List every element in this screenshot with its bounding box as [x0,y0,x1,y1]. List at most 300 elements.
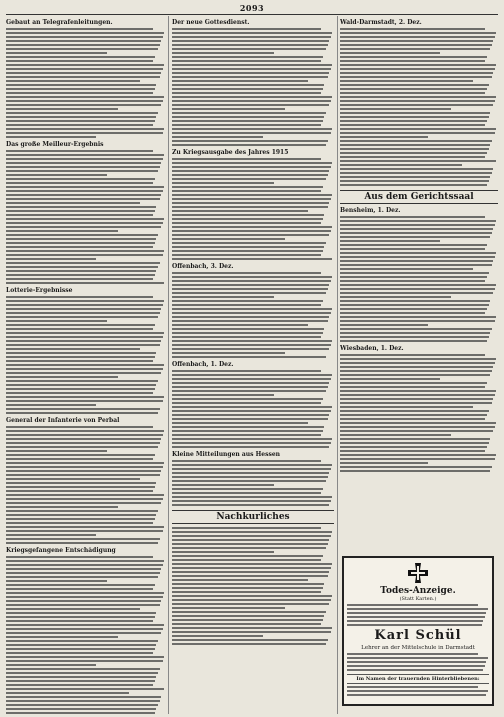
text-line [6,612,156,614]
text-line [172,631,331,633]
text-line [347,620,483,622]
text-line [6,170,158,172]
text-line [172,162,332,164]
text-line [340,446,487,448]
text-line [6,408,160,410]
text-line [172,72,329,74]
text-line [340,438,490,440]
text-line [172,276,332,278]
text-line [172,128,332,130]
text-line [340,264,492,266]
text-line [172,579,308,581]
text-line [6,580,107,582]
text-line [6,506,118,508]
text-line [6,588,153,590]
text-line [6,530,163,532]
text-line [172,575,328,577]
text-line [172,68,331,70]
notice-text [347,653,489,671]
text-line [172,603,329,605]
text-line [172,551,274,553]
text-line [172,402,321,404]
text-line [6,254,163,256]
text-line [6,274,155,276]
text-line [6,584,155,586]
text-line [172,60,321,62]
headline: Kriegsgefangene Entschädigung [6,547,116,554]
text-line [340,422,496,424]
headline: Der neue Gottesdienst. [172,19,250,26]
headline: General der Infanterie von Perbal [6,417,120,424]
text-line [172,296,274,298]
text-line [172,206,328,208]
text-line [6,32,164,34]
text-line [172,96,332,98]
text-line [6,482,156,484]
text-line [6,450,107,452]
text-line [6,162,161,164]
text-line [340,414,487,416]
page-number: 2093 [239,3,265,13]
text-line [6,636,118,638]
text-line [172,356,326,358]
text-line [347,604,478,606]
text-line [6,238,156,240]
text-line [172,166,331,168]
text-line [6,120,155,122]
text-line [172,194,332,196]
text-line [340,120,487,122]
text-line [347,657,488,659]
text-line [172,500,331,502]
text-line [6,76,160,78]
text-line [340,462,428,464]
text-line [340,248,485,250]
text-line [172,158,321,160]
text-line [172,76,328,78]
text-line [6,182,153,184]
text-line [6,608,140,610]
text-line [340,256,495,258]
text-line [6,128,164,130]
text-line [172,214,324,216]
text-line [172,32,332,34]
headline: Bensheim, 1. Dez. [340,207,401,214]
text-line [172,300,323,302]
text-line [172,468,331,470]
text-line [6,44,160,46]
text-line [6,104,161,106]
text-line [347,653,478,655]
text-line [172,414,329,416]
text-line [340,418,485,420]
text-line [172,340,332,342]
text-line [172,132,331,134]
text-line [6,600,161,602]
text-line [6,158,163,160]
text-line [340,454,496,456]
text-line [172,52,274,54]
text-line [6,510,158,512]
text-line [340,220,496,222]
text-line [6,458,153,460]
text-line [6,234,158,236]
text-line [340,164,462,166]
text-line [172,174,328,176]
text-line [340,236,490,238]
text-line [340,124,485,126]
text-line [172,559,321,561]
text-line [6,136,96,138]
article-text [172,272,334,358]
text-line [172,543,328,545]
text-line [6,100,163,102]
iron-cross-icon [407,562,429,584]
text-line [340,336,489,338]
text-line [172,238,285,240]
text-line [6,396,164,398]
notice-text [347,604,489,626]
text-line [347,616,485,618]
text-line [340,60,485,62]
column-1 [6,16,166,714]
text-line [340,382,487,384]
headline: Zu Kriegsausgabe des Jahres 1915 [172,149,289,156]
text-line [6,656,164,658]
text-line [340,52,440,54]
text-line [6,206,156,208]
text-line [340,128,496,130]
text-line [340,296,451,298]
text-line [6,112,158,114]
text-line [6,368,163,370]
text-line [172,292,326,294]
text-line [172,324,308,326]
column-divider [168,16,169,714]
text-line [172,48,326,50]
text-line [6,80,140,82]
text-line [6,392,153,394]
text-line [172,390,326,392]
text-line [340,36,495,38]
text-line [6,466,163,468]
text-line [172,442,331,444]
text-line [340,434,451,436]
text-line [6,664,96,666]
text-line [6,96,164,98]
text-line [172,312,331,314]
text-line [172,464,332,466]
text-line [6,518,155,520]
text-line [172,611,326,613]
text-line [340,308,487,310]
text-line [172,496,332,498]
text-line [172,140,328,142]
text-line [340,116,489,118]
headline: Lotterie-Ergebnisse [6,287,73,294]
text-line [340,172,492,174]
text-line [172,316,329,318]
text-line [6,672,158,674]
text-line [6,708,156,710]
text-line [6,356,155,358]
text-line [6,174,107,176]
column-3 [340,16,498,714]
text-line [172,210,308,212]
article-text [6,556,166,714]
text-line [347,612,486,614]
text-line [172,480,326,482]
text-line [340,316,496,318]
text-line [172,547,326,549]
text-line [340,160,496,162]
text-line [172,352,285,354]
text-line [6,226,161,228]
text-line [6,592,164,594]
text-line [6,154,164,156]
text-line [340,76,492,78]
text-line [340,284,496,286]
text-line [6,72,161,74]
text-line [172,344,331,346]
text-line [172,254,321,256]
text-line [6,84,156,86]
text-line [172,284,329,286]
text-line [6,668,160,670]
text-line [172,394,274,396]
text-line [172,336,321,338]
text-line [6,132,163,134]
text-line [172,308,332,310]
text-line [172,92,321,94]
text-line [340,84,489,86]
text-line [340,104,493,106]
text-line [172,304,321,306]
article-text [172,158,334,260]
notice-signature-heading: Im Namen der trauernden Hinterbliebenen: [347,674,489,684]
text-line [6,404,96,406]
headline: Wald-Darmstadt, 2. Dez. [340,19,422,26]
text-line [340,354,485,356]
text-line [6,150,153,152]
text-line [340,40,493,42]
text-line [6,628,163,630]
text-line [172,100,331,102]
article-text [6,426,166,544]
text-line [340,96,496,98]
text-line [172,178,326,180]
text-line [6,556,153,558]
text-line [340,394,495,396]
text-line [6,258,96,260]
text-line [172,607,285,609]
text-line [6,462,164,464]
text-line [340,112,490,114]
text-line [6,700,160,702]
text-line [340,370,492,372]
text-line [340,152,487,154]
text-line [340,48,490,50]
text-line [340,132,495,134]
text-line [340,44,492,46]
text-line [6,712,155,714]
text-line [172,320,328,322]
text-line [340,180,489,182]
text-line [172,80,308,82]
text-line [6,470,161,472]
text-line [340,304,489,306]
text-line [6,278,153,280]
text-line [6,186,164,188]
text-line [6,688,164,690]
headline: Kleine Mitteilungen aus Hessen [172,451,281,458]
text-line [340,156,485,158]
text-line [340,92,485,94]
text-line [172,406,332,408]
text-line [6,490,153,492]
text-line [340,378,440,380]
text-line [6,52,107,54]
text-line [172,492,321,494]
text-line [172,615,324,617]
headline: Wiesbaden, 1. Dez. [340,345,404,352]
column-2 [172,16,334,714]
text-line [6,384,156,386]
text-line [6,308,161,310]
text-line [347,665,485,667]
text-line [172,623,321,625]
text-line [6,296,153,298]
text-line [172,599,331,601]
text-line [6,178,155,180]
text-line [172,226,332,228]
article-text [172,28,334,146]
text-line [340,108,451,110]
text-line [340,458,495,460]
text-line [6,434,163,436]
text-line [172,639,328,641]
text-line [340,148,489,150]
text-line [340,442,489,444]
text-line [172,410,331,412]
text-line [340,72,493,74]
text-line [6,596,163,598]
text-line [172,370,321,372]
text-line [172,619,323,621]
text-line [6,522,153,524]
text-line [172,484,274,486]
text-line [172,36,331,38]
text-line [172,64,332,66]
text-line [172,186,323,188]
text-line [172,120,323,122]
text-line [172,460,321,462]
text-line [6,564,163,566]
headline: Offenbach, 1. Dez. [172,361,234,368]
text-line [6,282,164,284]
text-line [172,136,263,138]
text-line [340,272,489,274]
text-line [172,472,329,474]
text-line [340,398,493,400]
text-line [340,466,492,468]
text-line [340,276,487,278]
text-line [6,210,155,212]
text-line [6,660,163,662]
text-line [6,478,140,480]
text-line [172,434,321,436]
text-line [340,228,493,230]
text-line [172,234,329,236]
text-line [6,250,164,252]
text-line [6,620,153,622]
text-line [172,40,329,42]
text-line [172,242,326,244]
text-line [6,474,160,476]
text-line [347,686,478,688]
text-line [6,242,155,244]
text-line [172,476,328,478]
text-line [6,372,161,374]
text-line [172,398,323,400]
text-line [6,64,164,66]
text-line [340,224,495,226]
article-text [172,370,334,448]
text-line [6,692,129,694]
text-line [172,627,332,629]
text-line [6,40,161,42]
text-line [6,696,161,698]
text-line [340,136,428,138]
obituary-notice [342,556,494,706]
text-line [6,704,158,706]
text-line [6,640,158,642]
text-line [340,260,493,262]
text-line [172,446,329,448]
text-line [172,230,331,232]
section-title: Nachkurliches [172,510,334,524]
text-line [340,450,485,452]
text-line [172,587,323,589]
text-line [172,124,321,126]
text-line [6,430,164,432]
text-line [172,418,328,420]
text-line [347,624,482,626]
text-line [172,144,326,146]
text-line [340,292,493,294]
text-line [172,190,321,192]
text-line [172,563,332,565]
text-line [340,168,493,170]
text-line [347,661,486,663]
text-line [172,504,329,506]
text-line [172,272,321,274]
text-line [340,140,492,142]
text-line [172,288,328,290]
text-line [172,84,324,86]
top-rule [6,14,498,15]
text-line [6,376,118,378]
text-line [172,583,324,585]
text-line [6,568,161,570]
text-line [6,400,163,402]
text-line [340,426,495,428]
text-line [6,576,158,578]
text-line [6,624,164,626]
text-line [340,68,495,70]
text-line [340,374,490,376]
text-line [6,36,163,38]
